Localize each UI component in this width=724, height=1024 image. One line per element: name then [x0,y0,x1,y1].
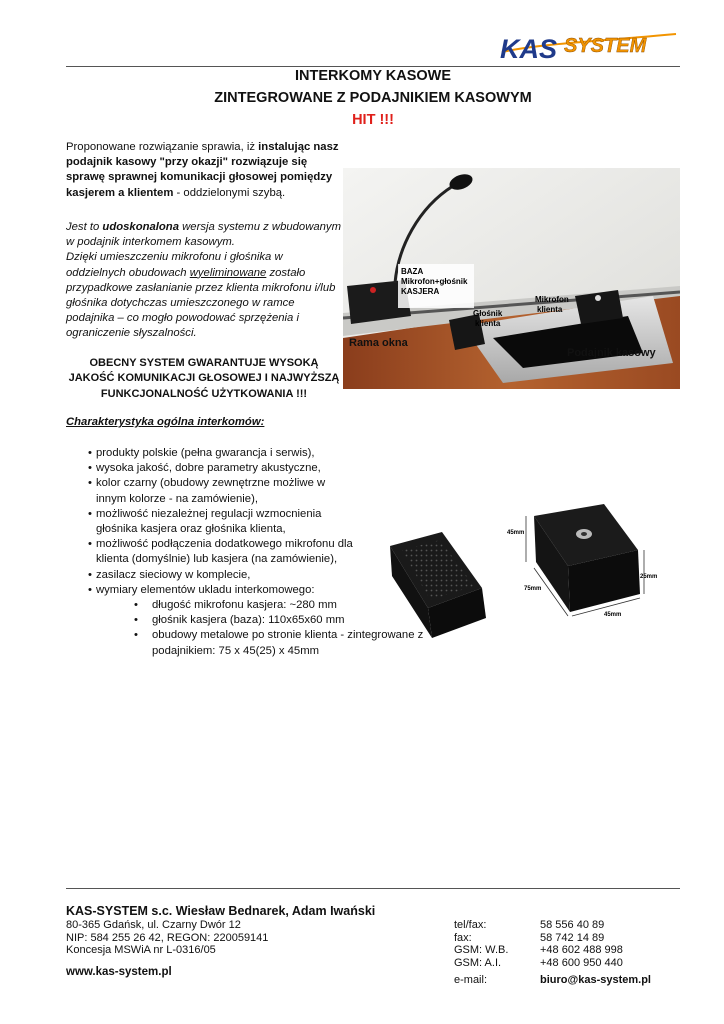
label-glo-1: Głośnik [473,309,503,318]
dim-label-h45: 45mm [507,530,525,536]
contact-label: GSM: W.B. [454,944,509,957]
mic-hole-icon [595,295,601,301]
contact-row [454,957,660,970]
italic-d: Dzięki umieszczeniu mikrofonu i głośnika w oddzielnych obudowach [66,251,283,279]
email-label: e-mail: [454,974,488,987]
dim-label-h25: 25mm [640,574,658,580]
footer-company: KAS-SYSTEM s.c. Wiesław Bednarek, Adam Iwański [66,904,376,918]
italic-b: udoskonalona [102,221,179,233]
feature-item: • kolor czarny (obudowy zewnętrzne możliwe w innym kolorze - na zamówienie), [66,476,356,506]
logo-text-accent: SYSTEM [564,35,647,57]
dimensions-list [96,598,426,659]
italic-e: wyeliminowane [189,266,267,279]
feature-item: • zasilacz sieciowy w komplecie, [66,568,356,583]
dimension-item: • głośnik kasjera (baza): 110x65x60 mm [96,613,426,628]
footer-addr-line: NIP: 584 255 26 42, REGON: 220059141 [66,931,269,944]
contact-row [454,919,660,932]
title-line-2: ZINTEGROWANE Z PODAJNIKIEM KASOWYM [214,90,532,106]
contact-row [454,932,660,945]
features-list [66,446,424,659]
dimension-item: • obudowy metalowe po stronie klienta - zintegrowane z podajnikiem: 75 x 45(25) x 45mm [96,628,426,658]
label-baza-3: KASJERA [401,287,440,296]
dimension-item: • długość mikrofonu kasjera: ~280 mm [96,598,426,613]
email-link[interactable]: biuro@kas-system.pl [540,974,651,987]
kas-system-logo [498,30,680,64]
mic-hole-center-icon [581,532,587,536]
section-title: Charakterystyka ogólna interkomów: [66,416,265,428]
footer-rule [66,888,680,889]
contact-row-email [454,974,660,987]
italic-a: Jest to [66,221,103,233]
italic-f: zostało przypadkowe zasłanianie przez klienta mikrofonu i/lub głośnika dotychczas umieszczonego w ramce podajnika – co mogło powodować sprzężenia i ograniczenie słyszalności. [66,266,336,340]
client-mic-box [575,290,623,324]
feature-item-dimensions [66,583,424,659]
feature-item: • produkty polskie (pełna gwarancja i serwis), [66,446,356,461]
footer-address [66,919,268,957]
hit-label: HIT !!! [352,112,394,128]
footer-addr-line: Koncesja MSWiA nr L-0316/05 [66,944,216,957]
contact-label: GSM: A.I. [454,956,502,969]
footer-website-link[interactable]: www.kas-system.pl [66,966,172,978]
footer-addr-line: 80-365 Gdańsk, ul. Czarny Dwór 12 [66,919,241,931]
contact-value: 58 742 14 89 [540,931,605,944]
italic-paragraph [66,220,342,342]
dim-label-w45: 45mm [604,612,622,618]
label-glo-2: klienta [475,319,501,328]
label-rama: Rama okna [349,337,408,349]
intro-text-c: - oddzielonymi szybą. [173,186,286,199]
dim-label-l75: 75mm [524,586,542,592]
logo-text-main: KAS [500,34,558,64]
contact-row [454,944,660,957]
label-mik-2: klienta [537,305,563,314]
contact-value: 58 556 40 89 [540,919,605,931]
label-podajnik: Podajnik kasowy [567,347,656,359]
label-mik-1: Mikrofon [535,295,569,304]
footer-contacts [454,919,660,987]
guarantee-statement: OBECNY SYSTEM GWARANTUJE WYSOKĄ JAKOŚĆ KOMUNIKACJI GŁOSOWEJ I NAJWYŻSZĄ FUNKCJONALNOŚĆ UŻYTKOWANIA !!! [68,357,340,400]
intro-text-a: Proponowane rozwiązanie sprawia, iż [66,141,259,153]
feature-item: • możliwość niezależnej regulacji wzmocnienia głośnika kasjera oraz głośnika klienta, [66,507,356,537]
intro-paragraph [66,140,342,201]
italic-c: wersja systemu z wbudowanym w podajnik interkomem kasowym. [66,221,341,249]
feature-item: • wysoka jakość, dobre parametry akustyczne, [66,461,356,476]
contact-value: +48 602 488 998 [540,944,623,957]
contact-value: +48 600 950 440 [540,956,623,969]
base-button-icon [370,287,376,293]
intro-text-bold: instalując nasz podajnik kasowy "przy okazji" rozwiązuje się sprawę sprawnej komunikacji głosowej pomiędzy kasjerem a klientem [66,141,339,199]
installation-photo [343,168,680,389]
housing-dimensions-drawing [384,498,680,654]
feature-item: • możliwość podłączenia dodatkowego mikrofonu dla klienta (domyślnie) lub kasjera (na zamówienie), [66,537,356,567]
contact-label: fax: [454,931,472,944]
feature-item-text: wymiary elementów ukladu interkomowego: [96,583,315,596]
label-baza-1: BAZA [401,267,424,276]
title-line-1: INTERKOMY KASOWE [294,68,452,84]
label-baza-2: Mikrofon+głośnik [401,277,468,286]
contact-label: tel/fax: [454,919,487,931]
